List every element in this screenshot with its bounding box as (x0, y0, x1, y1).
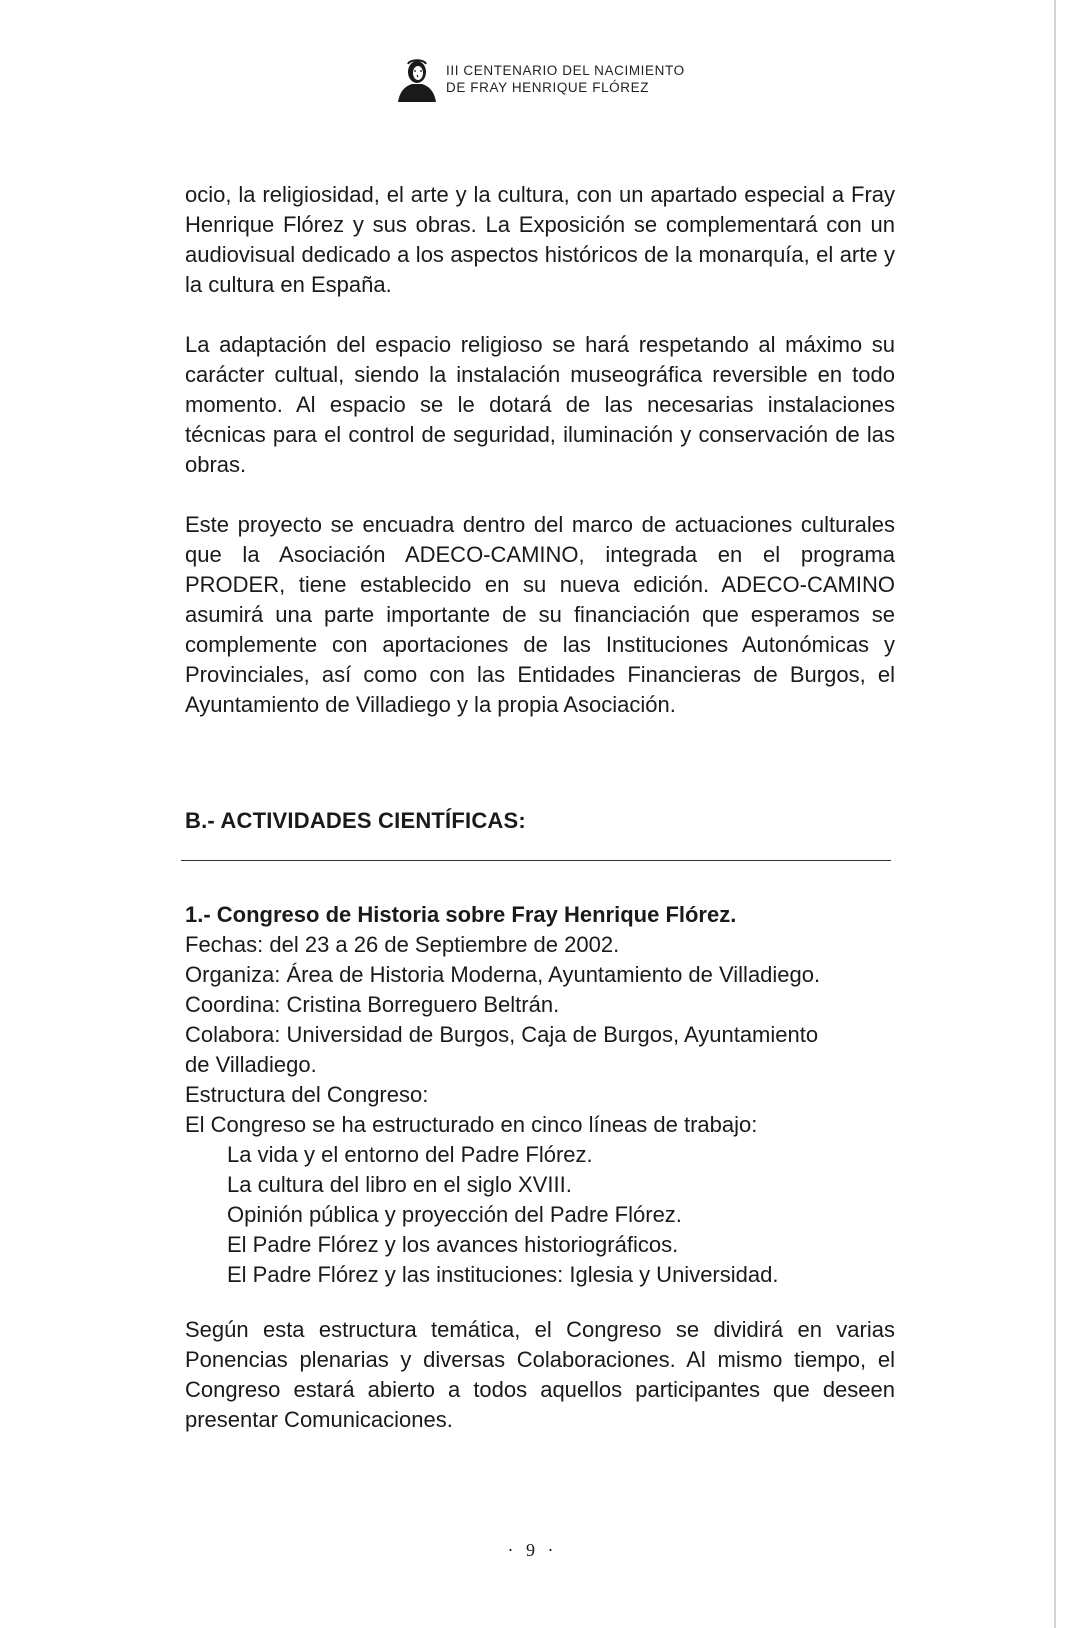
header-title (446, 62, 685, 96)
congress-coordinator: Coordina: Cristina Borreguero Beltrán. (185, 992, 560, 1017)
page-number: · 9 · (507, 1540, 558, 1560)
congress-structure-heading: Estructura del Congreso: (185, 1082, 429, 1107)
congress-title: 1.- Congreso de Historia sobre Fray Henrique Flórez. (185, 902, 737, 927)
congress-organizer: Organiza: Área de Historia Moderna, Ayuntamiento de Villadiego. (185, 962, 821, 987)
congress-dates: Fechas: del 23 a 26 de Septiembre de 2002. (185, 932, 620, 957)
paragraph-1: ocio, la religiosidad, el arte y la cultura, con un apartado especial a Fray Henrique Flórez y sus obras. La Exposición se complementará con un audiovisual dedicado a los aspectos históricos de la monarquía, el arte y la cultura en España. (185, 182, 895, 297)
section-divider (181, 860, 891, 861)
work-line-item: La cultura del libro en el siglo XVIII. (227, 1172, 572, 1197)
congress-structure-intro: El Congreso se ha estructurado en cinco líneas de trabajo: (185, 1112, 758, 1137)
closing-paragraph: Según esta estructura temática, el Congreso se dividirá en varias Ponencias plenarias y diversas Colaboraciones. Al mismo tiempo, el Congreso estará abierto a todos aquellos participantes que deseen presentar Comunicaciones. (185, 1317, 895, 1432)
work-line-item: Opinión pública y proyección del Padre Flórez. (227, 1202, 682, 1227)
paragraph-2: La adaptación del espacio religioso se hará respetando al máximo su carácter cultual, siendo la instalación museográfica reversible en todo momento. Al espacio se le dotará de las necesarias instalaciones técnicas para el control de seguridad, iluminación y conservación de las obras. (185, 332, 895, 477)
page-edge-shadow (1054, 0, 1056, 1628)
paragraph-3: Este proyecto se encuadra dentro del marco de actuaciones culturales que la Asociación ADECO-CAMINO, integrada en el programa PRODER, tiene establecido en su nueva edición. ADECO-CAMINO asumirá una parte importante de su financiación que esperamos se complemente con aportaciones de las Instituciones Autonómicas y Provinciales, así como con las Entidades Financieras de Burgos, el Ayuntamiento de Villadiego y la propia Asociación. (185, 512, 895, 717)
congress-collaborators-1: Colabora: Universidad de Burgos, Caja de Burgos, Ayuntamiento (185, 1022, 819, 1047)
header-line-1: III CENTENARIO DEL NACIMIENTO (446, 63, 685, 78)
portrait-bust-icon (396, 56, 438, 102)
work-line-item: El Padre Flórez y los avances historiográficos. (227, 1232, 679, 1257)
section-title: B.- ACTIVIDADES CIENTÍFICAS: (185, 808, 526, 833)
congress-collaborators-2: de Villadiego. (185, 1052, 317, 1077)
work-line-item: El Padre Flórez y las instituciones: Iglesia y Universidad. (227, 1262, 779, 1287)
header-line-2: DE FRAY HENRIQUE FLÓREZ (446, 80, 650, 95)
running-header (396, 56, 685, 102)
work-line-item: La vida y el entorno del Padre Flórez. (227, 1142, 593, 1167)
congress-block (185, 900, 895, 1290)
